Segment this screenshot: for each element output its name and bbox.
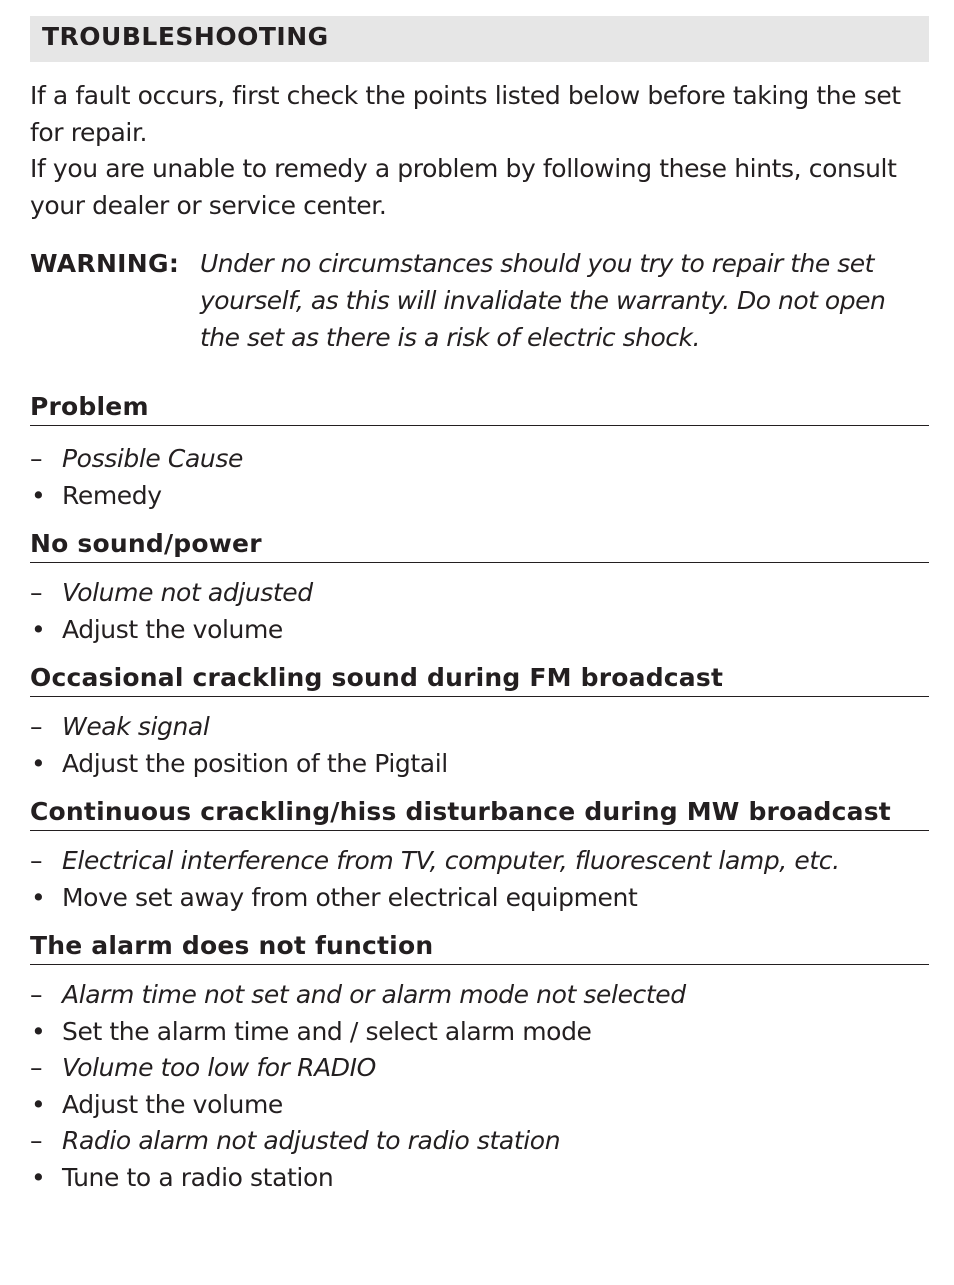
cause-text: Volume not adjusted (62, 578, 313, 607)
cause-item (30, 441, 929, 478)
remedy-item (30, 478, 929, 515)
dash-marker: – (30, 444, 43, 473)
troubleshooting-sections (30, 393, 929, 1196)
intro (30, 78, 929, 224)
warning-text: Under no circumstances should you try to repair the set yourself, as this will invalidate the warranty. Do not open the set as there is a risk of electric shock. (200, 249, 886, 352)
bullet-marker: • (31, 748, 46, 778)
cause-text: Weak signal (62, 712, 210, 741)
cause-text: Alarm time not set and or alarm mode not selected (62, 980, 686, 1009)
warning-label: WARNING: (30, 249, 180, 278)
troubleshooting-page (30, 16, 929, 1196)
section-heading: Occasional crackling sound during FM broadcast (30, 664, 929, 697)
cause-item (30, 843, 929, 880)
page-title: TROUBLESHOOTING (30, 16, 929, 62)
section-heading: No sound/power (30, 530, 929, 563)
section-items (30, 575, 929, 648)
section-heading: Continuous crackling/hiss disturbance during MW broadcast (30, 798, 929, 831)
problem-section (30, 932, 929, 1196)
dash-marker: – (30, 578, 43, 607)
warning-block (30, 245, 929, 356)
bullet-marker: • (31, 1162, 46, 1192)
problem-section (30, 664, 929, 782)
cause-item (30, 1050, 929, 1087)
cause-item (30, 575, 929, 612)
bullet-marker: • (31, 1089, 46, 1119)
dash-marker: – (30, 980, 43, 1009)
cause-item (30, 977, 929, 1014)
remedy-text: Set the alarm time and / select alarm mode (62, 1016, 592, 1046)
cause-text: Volume too low for RADIO (62, 1053, 376, 1082)
remedy-item (30, 612, 929, 649)
remedy-item (30, 1014, 929, 1051)
cause-text: Electrical interference from TV, computer, fluorescent lamp, etc. (62, 846, 840, 875)
section-items (30, 977, 929, 1196)
cause-item (30, 709, 929, 746)
cause-item (30, 1123, 929, 1160)
problem-section (30, 393, 929, 514)
section-items (30, 843, 929, 916)
cause-text: Radio alarm not adjusted to radio station (62, 1126, 561, 1155)
problem-section (30, 798, 929, 916)
remedy-text: Adjust the position of the Pigtail (62, 748, 448, 778)
dash-marker: – (30, 712, 43, 741)
dash-marker: – (30, 1053, 43, 1082)
remedy-text: Remedy (62, 480, 162, 510)
section-heading: Problem (30, 393, 929, 426)
remedy-item (30, 880, 929, 917)
section-heading: The alarm does not function (30, 932, 929, 965)
intro-paragraph: If a fault occurs, first check the points listed below before taking the set for repair. (30, 81, 901, 147)
remedy-text: Adjust the volume (62, 614, 283, 644)
section-items (30, 709, 929, 782)
remedy-text: Tune to a radio station (62, 1162, 334, 1192)
problem-section (30, 530, 929, 648)
section-items (30, 441, 929, 514)
remedy-item (30, 746, 929, 783)
dash-marker: – (30, 846, 43, 875)
remedy-item (30, 1160, 929, 1197)
bullet-marker: • (31, 480, 46, 510)
remedy-item (30, 1087, 929, 1124)
cause-text: Possible Cause (62, 444, 243, 473)
intro-paragraph: If you are unable to remedy a problem by following these hints, consult your dealer or service center. (30, 154, 897, 220)
bullet-marker: • (31, 882, 46, 912)
remedy-text: Move set away from other electrical equipment (62, 882, 638, 912)
dash-marker: – (30, 1126, 43, 1155)
bullet-marker: • (31, 614, 46, 644)
remedy-text: Adjust the volume (62, 1089, 283, 1119)
bullet-marker: • (31, 1016, 46, 1046)
